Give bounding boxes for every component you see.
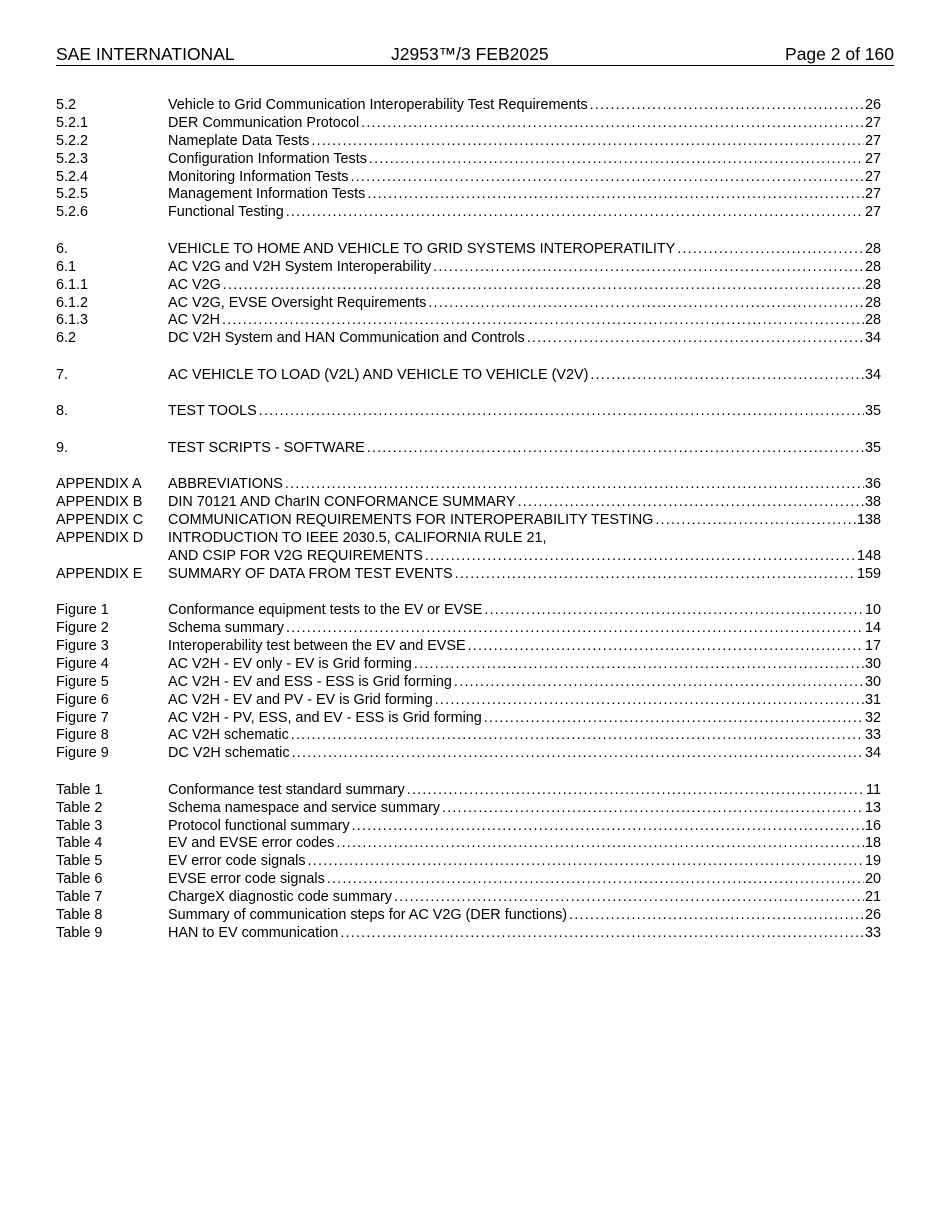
toc-entry-title: Management Information Tests (168, 186, 366, 203)
toc-entry-title: Vehicle to Grid Communication Interoperability Test Requirements (168, 97, 588, 113)
toc-entry-title: AC V2H - PV, ESS, and EV - ESS is Grid forming (168, 709, 482, 726)
toc-entry-number: APPENDIX D (56, 529, 144, 546)
toc-entry-page: 20 (864, 871, 881, 888)
toc-entry-page: 138 (856, 512, 881, 528)
toc-entry[interactable] (56, 602, 881, 620)
toc-entry[interactable] (56, 312, 881, 330)
toc-entry[interactable] (56, 835, 881, 853)
toc-dot-leader (351, 169, 864, 187)
toc-entry[interactable] (56, 204, 881, 222)
toc-dot-leader (428, 295, 864, 313)
toc-entry[interactable] (56, 259, 881, 277)
toc-entry-page: 17 (864, 637, 881, 654)
toc-entry-title: Conformance equipment tests to the EV or EVSE (168, 602, 483, 619)
table-of-contents (56, 97, 881, 961)
toc-entry-title: AC V2G (168, 276, 221, 293)
toc-entry-page: 28 (864, 294, 881, 311)
toc-entry[interactable] (56, 782, 881, 800)
toc-entry[interactable] (56, 907, 881, 925)
toc-entry[interactable] (56, 566, 881, 584)
toc-entry-page: 26 (864, 907, 881, 923)
toc-entry[interactable] (56, 494, 881, 512)
toc-entry-number: Table 4 (56, 835, 103, 852)
toc-entry-title: DC V2H schematic (168, 745, 290, 762)
toc-entry-page: 31 (864, 691, 881, 708)
toc-dot-leader (433, 259, 864, 277)
toc-entry[interactable] (56, 710, 881, 728)
toc-entry-number: Table 6 (56, 871, 103, 888)
toc-entry[interactable] (56, 295, 881, 313)
toc-entry-page: 27 (864, 114, 881, 131)
toc-entry-title: AC V2H - EV and ESS - ESS is Grid forming (168, 673, 452, 690)
header-org: SAE INTERNATIONAL (56, 44, 235, 64)
toc-entry-title: Conformance test standard summary (168, 781, 405, 798)
toc-entry[interactable] (56, 169, 881, 187)
toc-dot-leader (435, 692, 864, 710)
toc-entry-page: 34 (864, 366, 881, 383)
toc-entry-page: 27 (864, 132, 881, 149)
toc-entry[interactable] (56, 925, 881, 943)
toc-entry-number: APPENDIX A (56, 476, 142, 493)
toc-entry[interactable] (56, 530, 881, 548)
toc-entry-page: 30 (864, 655, 881, 672)
toc-entry-title: Configuration Information Tests (168, 150, 367, 167)
toc-entry-page: 35 (864, 439, 881, 456)
toc-entry-number: 6.2 (56, 330, 77, 347)
toc-entry-title: ChargeX diagnostic code summary (168, 889, 392, 906)
toc-entry-title: Summary of communication steps for AC V2G (DER functions) (168, 907, 568, 923)
toc-entry-title: AC V2G and V2H System Interoperability (168, 258, 432, 275)
toc-entry-page: 30 (864, 673, 881, 690)
toc-entry-page: 27 (864, 204, 881, 221)
toc-entry-page: 26 (864, 97, 881, 113)
toc-entry-number: APPENDIX C (56, 512, 144, 528)
toc-entry-page: 19 (864, 853, 881, 870)
toc-entry[interactable] (56, 367, 881, 385)
toc-entry[interactable] (56, 853, 881, 871)
toc-entry[interactable] (56, 403, 881, 421)
toc-entry-title: Schema summary (168, 620, 284, 637)
toc-entry-page: 32 (864, 709, 881, 726)
toc-entry-number: 5.2.3 (56, 150, 89, 167)
toc-entry-number: Table 1 (56, 781, 103, 798)
toc-entry-number: Table 7 (56, 889, 103, 906)
toc-dot-leader (352, 818, 864, 836)
toc-entry-page: 28 (864, 240, 881, 257)
toc-entry-title: AC VEHICLE TO LOAD (V2L) AND VEHICLE TO VEHICLE (V2V) (168, 366, 589, 383)
toc-dot-leader (286, 620, 864, 638)
toc-entry-title: AC V2H - EV and PV - EV is Grid forming (168, 691, 433, 708)
toc-entry-number: Figure 1 (56, 602, 109, 619)
toc-dot-leader (340, 925, 864, 943)
header-page-label: Page 2 of 160 (785, 44, 894, 64)
toc-dot-leader (327, 871, 864, 889)
toc-entry-page: 33 (864, 924, 881, 941)
toc-group (56, 782, 881, 943)
toc-entry-title: Interoperability test between the EV and EVSE (168, 637, 466, 654)
toc-dot-leader (311, 133, 864, 151)
toc-entry-number: Table 3 (56, 817, 103, 834)
header-doc-id: J2953™/3 FEB2025 (391, 44, 549, 64)
toc-entry-number: Table 8 (56, 907, 103, 923)
toc-dot-leader (222, 312, 864, 330)
toc-dot-leader (527, 330, 864, 348)
toc-entry-page: 14 (864, 620, 881, 637)
toc-entry[interactable] (56, 638, 881, 656)
toc-entry-page: 11 (866, 781, 881, 798)
toc-dot-leader (590, 97, 864, 115)
toc-dot-leader (285, 476, 864, 494)
toc-entry-title: EV error code signals (168, 853, 306, 870)
toc-entry-title: DIN 70121 AND CharIN CONFORMANCE SUMMARY (168, 494, 516, 511)
toc-dot-leader (484, 710, 864, 728)
toc-dot-leader (223, 277, 864, 295)
toc-entry-title: DER Communication Protocol (168, 114, 360, 131)
toc-entry-title: Nameplate Data Tests (168, 132, 310, 149)
toc-entry-number: Figure 2 (56, 620, 109, 637)
toc-dot-leader (425, 548, 856, 566)
toc-entry-page: 28 (864, 276, 881, 293)
toc-entry-number: 5.2.6 (56, 204, 89, 221)
toc-dot-leader (369, 151, 864, 169)
toc-entry-number: 6.1.3 (56, 312, 89, 329)
toc-entry[interactable] (56, 115, 881, 133)
toc-entry-number: APPENDIX B (56, 494, 143, 511)
toc-entry-number: 5.2.5 (56, 186, 89, 203)
toc-entry-number: Figure 6 (56, 691, 109, 708)
toc-dot-leader (336, 835, 864, 853)
toc-entry-page: 18 (864, 835, 881, 852)
toc-entry-page: 28 (864, 258, 881, 275)
toc-entry-page: 13 (864, 799, 881, 816)
toc-entry-number: Figure 4 (56, 655, 109, 672)
toc-entry-title: VEHICLE TO HOME AND VEHICLE TO GRID SYSTEMS INTEROPERATILITY (168, 240, 676, 257)
toc-entry-number: Table 2 (56, 799, 103, 816)
toc-entry-title: HAN to EV communication (168, 924, 339, 941)
toc-dot-leader (569, 907, 864, 925)
toc-entry-page: 16 (864, 817, 881, 834)
toc-entry-title: EVSE error code signals (168, 871, 325, 888)
toc-entry-number: 9. (56, 439, 69, 456)
toc-entry[interactable] (56, 133, 881, 151)
toc-entry-number: Figure 8 (56, 727, 109, 744)
toc-entry[interactable] (56, 745, 881, 763)
toc-entry-page: 27 (864, 168, 881, 185)
toc-dot-leader (454, 674, 864, 692)
toc-entry-page: 35 (864, 403, 881, 420)
toc-entry-page: 38 (864, 494, 881, 511)
toc-entry-title: AC V2H - EV only - EV is Grid forming (168, 655, 412, 672)
toc-entry[interactable] (56, 151, 881, 169)
toc-entry-number: Figure 5 (56, 673, 109, 690)
toc-group (56, 367, 881, 385)
toc-entry[interactable] (56, 889, 881, 907)
toc-entry-number: APPENDIX E (56, 565, 143, 582)
toc-dot-leader (361, 115, 864, 133)
toc-entry-number: Table 5 (56, 853, 103, 870)
toc-entry-title: TEST SCRIPTS - SOFTWARE (168, 439, 365, 456)
toc-entry-title: Monitoring Information Tests (168, 168, 349, 185)
toc-dot-leader (590, 367, 864, 385)
toc-entry-title: AC V2H (168, 312, 220, 329)
toc-entry-title: Schema namespace and service summary (168, 799, 440, 816)
toc-dot-leader (292, 745, 864, 763)
toc-entry[interactable] (56, 476, 881, 494)
toc-entry-title: AC V2G, EVSE Oversight Requirements (168, 294, 427, 311)
toc-entry-page: 34 (864, 745, 881, 762)
page-header (56, 43, 894, 66)
toc-entry-number: Table 9 (56, 924, 103, 941)
toc-dot-leader (468, 638, 864, 656)
toc-group (56, 403, 881, 421)
toc-entry-page: 34 (864, 330, 881, 347)
toc-entry-page: 33 (864, 727, 881, 744)
toc-entry-page: 28 (864, 312, 881, 329)
toc-entry-page: 159 (856, 565, 881, 582)
toc-entry[interactable] (56, 818, 881, 836)
toc-entry[interactable] (56, 330, 881, 348)
toc-dot-leader (367, 186, 864, 204)
toc-dot-leader (677, 241, 864, 259)
toc-entry[interactable] (56, 674, 881, 692)
toc-entry[interactable] (56, 800, 881, 818)
toc-entry-number: 7. (56, 366, 69, 383)
toc-entry-title: COMMUNICATION REQUIREMENTS FOR INTEROPERABILITY TESTING (168, 512, 654, 528)
toc-entry-page: 36 (864, 476, 881, 493)
toc-dot-leader (394, 889, 864, 907)
toc-dot-leader (291, 727, 864, 745)
toc-entry[interactable] (56, 692, 881, 710)
toc-entry-page: 10 (864, 602, 881, 619)
toc-entry-number: 5.2.4 (56, 168, 89, 185)
toc-group (56, 440, 881, 458)
toc-entry[interactable] (56, 277, 881, 295)
toc-entry[interactable] (56, 186, 881, 204)
toc-entry-number: 5.2.1 (56, 114, 89, 131)
toc-entry-title: ABBREVIATIONS (168, 476, 283, 493)
toc-dot-leader (484, 602, 864, 620)
toc-dot-leader (455, 566, 856, 584)
toc-entry-title: SUMMARY OF DATA FROM TEST EVENTS (168, 565, 453, 582)
toc-group (56, 476, 881, 583)
toc-entry-title: EV and EVSE error codes (168, 835, 335, 852)
toc-group (56, 97, 881, 222)
toc-entry-title: INTRODUCTION TO IEEE 2030.5, CALIFORNIA RULE 21, (168, 529, 547, 546)
toc-entry-title: Functional Testing (168, 204, 284, 221)
toc-entry-number: 5.2.2 (56, 132, 89, 149)
toc-entry-number: 5.2 (56, 97, 77, 113)
toc-entry[interactable] (56, 512, 881, 530)
toc-entry-number: 6.1 (56, 258, 77, 275)
toc-entry-title: AND CSIP FOR V2G REQUIREMENTS (168, 547, 423, 564)
toc-group (56, 241, 881, 348)
toc-entry[interactable] (56, 727, 881, 745)
toc-entry-number: Figure 9 (56, 745, 109, 762)
toc-entry-title: TEST TOOLS (168, 403, 257, 420)
toc-entry[interactable] (56, 656, 881, 674)
toc-dot-leader (407, 782, 865, 800)
toc-dot-leader (259, 403, 864, 421)
toc-entry-page: 148 (856, 547, 881, 564)
toc-entry-page: 27 (864, 150, 881, 167)
toc-dot-leader (286, 204, 864, 222)
toc-entry[interactable] (56, 871, 881, 889)
toc-entry-number: Figure 7 (56, 709, 109, 726)
toc-entry[interactable] (56, 241, 881, 259)
toc-dot-leader (655, 512, 856, 530)
toc-entry-number: Figure 3 (56, 637, 109, 654)
toc-entry[interactable] (56, 548, 881, 566)
toc-entry[interactable] (56, 440, 881, 458)
toc-entry-number: 6.1.1 (56, 276, 89, 293)
toc-dot-leader (308, 853, 864, 871)
toc-entry[interactable] (56, 620, 881, 638)
toc-dot-leader (442, 800, 864, 818)
toc-entry-number: 6. (56, 240, 69, 257)
toc-entry-title: AC V2H schematic (168, 727, 289, 744)
toc-entry-page: 27 (864, 186, 881, 203)
toc-entry-number: 6.1.2 (56, 294, 89, 311)
toc-dot-leader (414, 656, 864, 674)
toc-entry-page: 21 (864, 889, 881, 906)
toc-dot-leader (367, 440, 864, 458)
toc-entry-title: DC V2H System and HAN Communication and Controls (168, 330, 525, 347)
toc-group (56, 602, 881, 763)
toc-dot-leader (518, 494, 864, 512)
toc-entry-number: 8. (56, 403, 69, 420)
toc-entry-title: Protocol functional summary (168, 817, 350, 834)
toc-entry[interactable] (56, 97, 881, 115)
